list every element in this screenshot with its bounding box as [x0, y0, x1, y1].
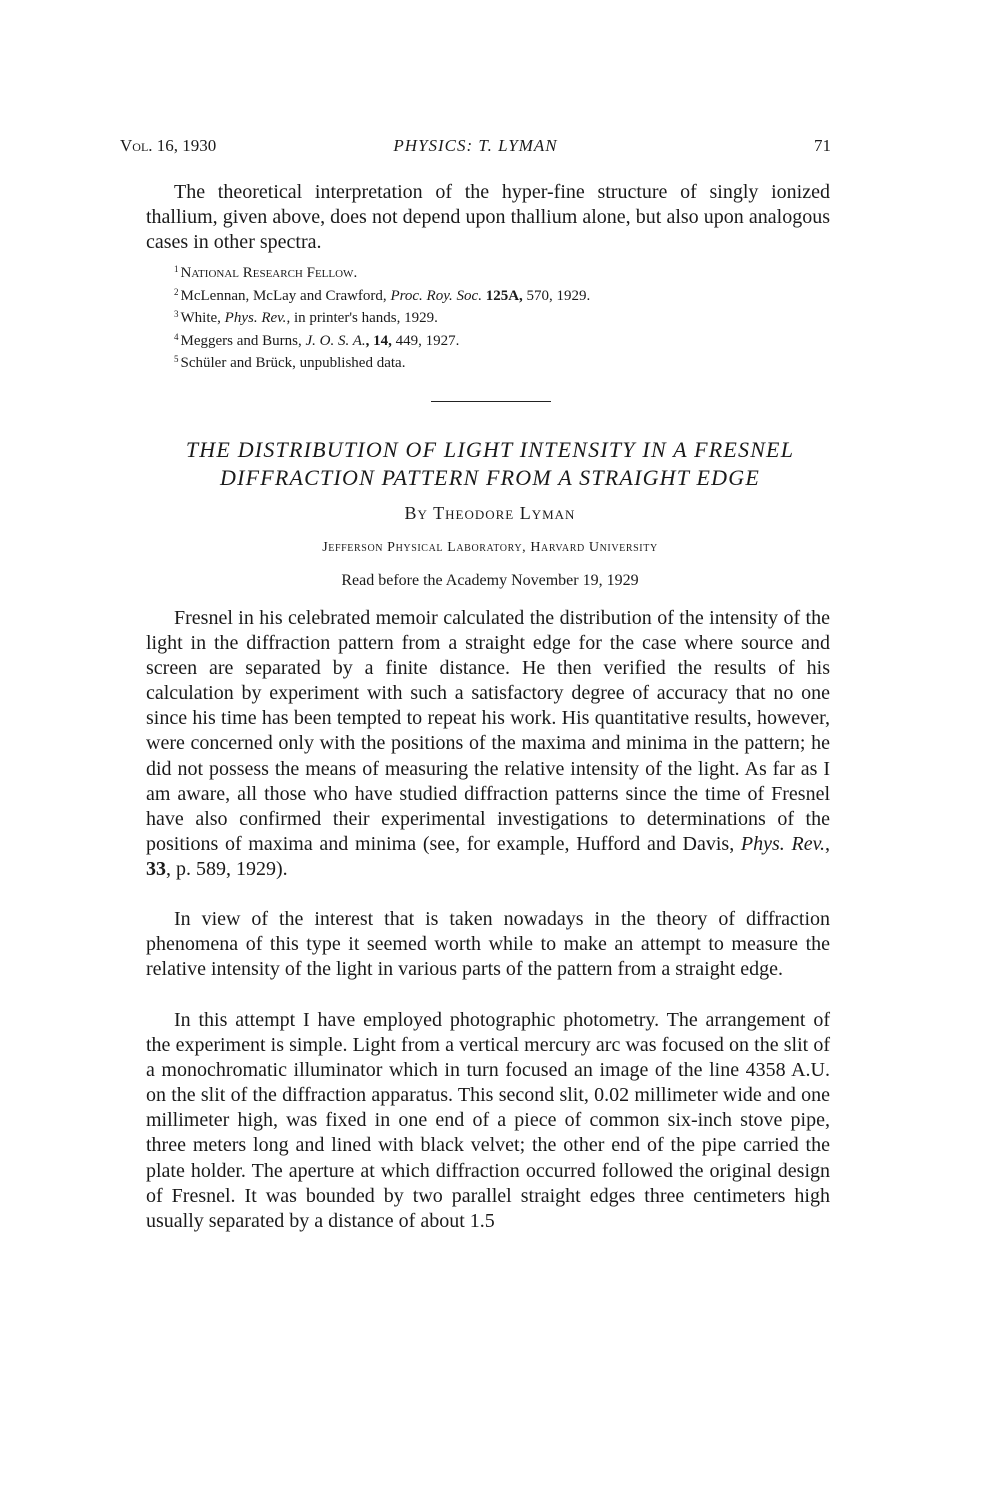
read-before-note: Read before the Academy November 19, 1929: [341, 572, 639, 589]
author-byline: By Theodore Lyman: [404, 503, 576, 523]
body-paragraph-3: In this attempt I have employed photographic photometry. The arrangement of the experiment is simple. Light from a vertical mercury arc was focused on the slit of a monochromatic illuminator which in turn focused an image of the line 4358 A.U. on the slit of the diffraction apparatus. This second slit, 0.02 millimeter wide and one millimeter high, was fixed in one end of a piece of common six-inch stove pipe, three meters long and lined with black velvet; the other end of the pipe carried the plate holder. The aperture at which diffraction occurred followed the original design of Fresnel. It was bounded by two parallel straight edges three centimeters high usually separated by a distance of about 1.5: [146, 1009, 830, 1232]
previous-article-closing-paragraph: The theoretical interpretation of the hyper-fine structure of singly ionized thallium, given above, does not depend upon thallium alone, but also upon analogous cases in other spectra.: [146, 181, 830, 253]
footnote-journal: J. O. S. A.: [305, 332, 366, 349]
running-title: PHYSICS: T. LYMAN: [393, 136, 558, 155]
footnote-journal: Phys. Rev.: [224, 310, 287, 326]
footnote-2: [174, 283, 794, 306]
footnote-mark: 3: [174, 309, 179, 319]
paragraph-text: Fresnel in his celebrated memoir calculated the distribution of the intensity of the light in the diffraction pattern from a straight edge for the case where source and screen are separated by a finite distance. He then verified the results of his calculation by experiment with such a satisfactory degree of accuracy that no one since his time has been tempted to repeat his work. His quantitative results, however, were concerned only with the positions of the maxima and minima in the pattern; he did not possess the means of measuring the relative intensity of the light. As far as I am aware, all those who have studied diffraction patterns since the time of Fresnel have also confirmed their experimental investigations to determinations of the positions of maxima and minima (see, for example, Hufford and Davis,: [146, 607, 830, 855]
footnote-mark: 5: [174, 354, 179, 364]
body-paragraph-2: In view of the interest that is taken nowadays in the theory of diffraction phenomena of this type it seemed worth while to make an attempt to measure the relative intensity of the light in various parts of the pattern from a straight edge.: [146, 908, 830, 981]
footnote-mark: 2: [174, 286, 179, 297]
footnote-text: Schüler and Brück, unpublished data.: [180, 355, 406, 371]
footnote-mark: 1: [174, 264, 179, 274]
paragraph-text: , p. 589, 1929).: [166, 857, 288, 880]
footnote-text: White,: [180, 310, 225, 326]
footnote-text: McLennan, McLay and Crawford,: [180, 287, 391, 304]
footnote-volume: 125A,: [481, 287, 523, 304]
footnotes: [174, 260, 794, 373]
footnote-3: [174, 305, 794, 328]
footnote-text: 570, 1929.: [522, 287, 591, 304]
page-number: 71: [814, 136, 831, 155]
footnote-4: [174, 328, 794, 351]
citation-journal: Phys. Rev.: [740, 832, 825, 855]
footnote-1: [174, 260, 794, 283]
volume-year: 16, 1930: [152, 136, 217, 155]
article-title-line-2: DIFFRACTION PATTERN FROM A STRAIGHT EDGE: [220, 465, 760, 490]
volume-label: Vol.: [120, 136, 153, 155]
footnote-volume: , 14,: [365, 332, 392, 349]
article-title-line-1: THE DISTRIBUTION OF LIGHT INTENSITY IN A FRESNEL: [185, 437, 795, 462]
section-divider: [431, 401, 551, 402]
footnote-journal: Proc. Roy. Soc.: [390, 287, 482, 304]
footnote-5: [174, 350, 794, 373]
citation-volume: 33: [146, 857, 166, 880]
footnote-text: Meggers and Burns,: [180, 332, 306, 349]
running-head: [120, 136, 831, 160]
article-title: [120, 436, 860, 492]
footnote-text: , in printer's hands, 1929.: [286, 310, 438, 326]
footnote-text: 449, 1927.: [391, 332, 460, 349]
author-affiliation: Jefferson Physical Laboratory, Harvard University: [322, 540, 658, 555]
body-paragraph-1: Fresnel in his celebrated memoir calculated the distribution of the intensity of the light in the diffraction pattern from a straight edge for the case where source and screen are separated by a finite distance. He then verified the results of his calculation by experiment with such a satisfactory degree of accuracy that no one since his time has been tempted to repeat his work. His quantitative results, however, were concerned only with the positions of the maxima and minima in the pattern; he did not possess the means of measuring the relative intensity of the light. As far as I am aware, all those who have studied diffraction patterns since the time of Fresnel have also confirmed their experimental investigations to determinations of the positions of maxima and minima (see, for example, Hufford and Davis, Phys. Rev., 33, p. 589, 1929).: [146, 607, 830, 880]
footnote-mark: 4: [174, 331, 179, 342]
footnote-text: National Research Fellow.: [180, 265, 358, 281]
